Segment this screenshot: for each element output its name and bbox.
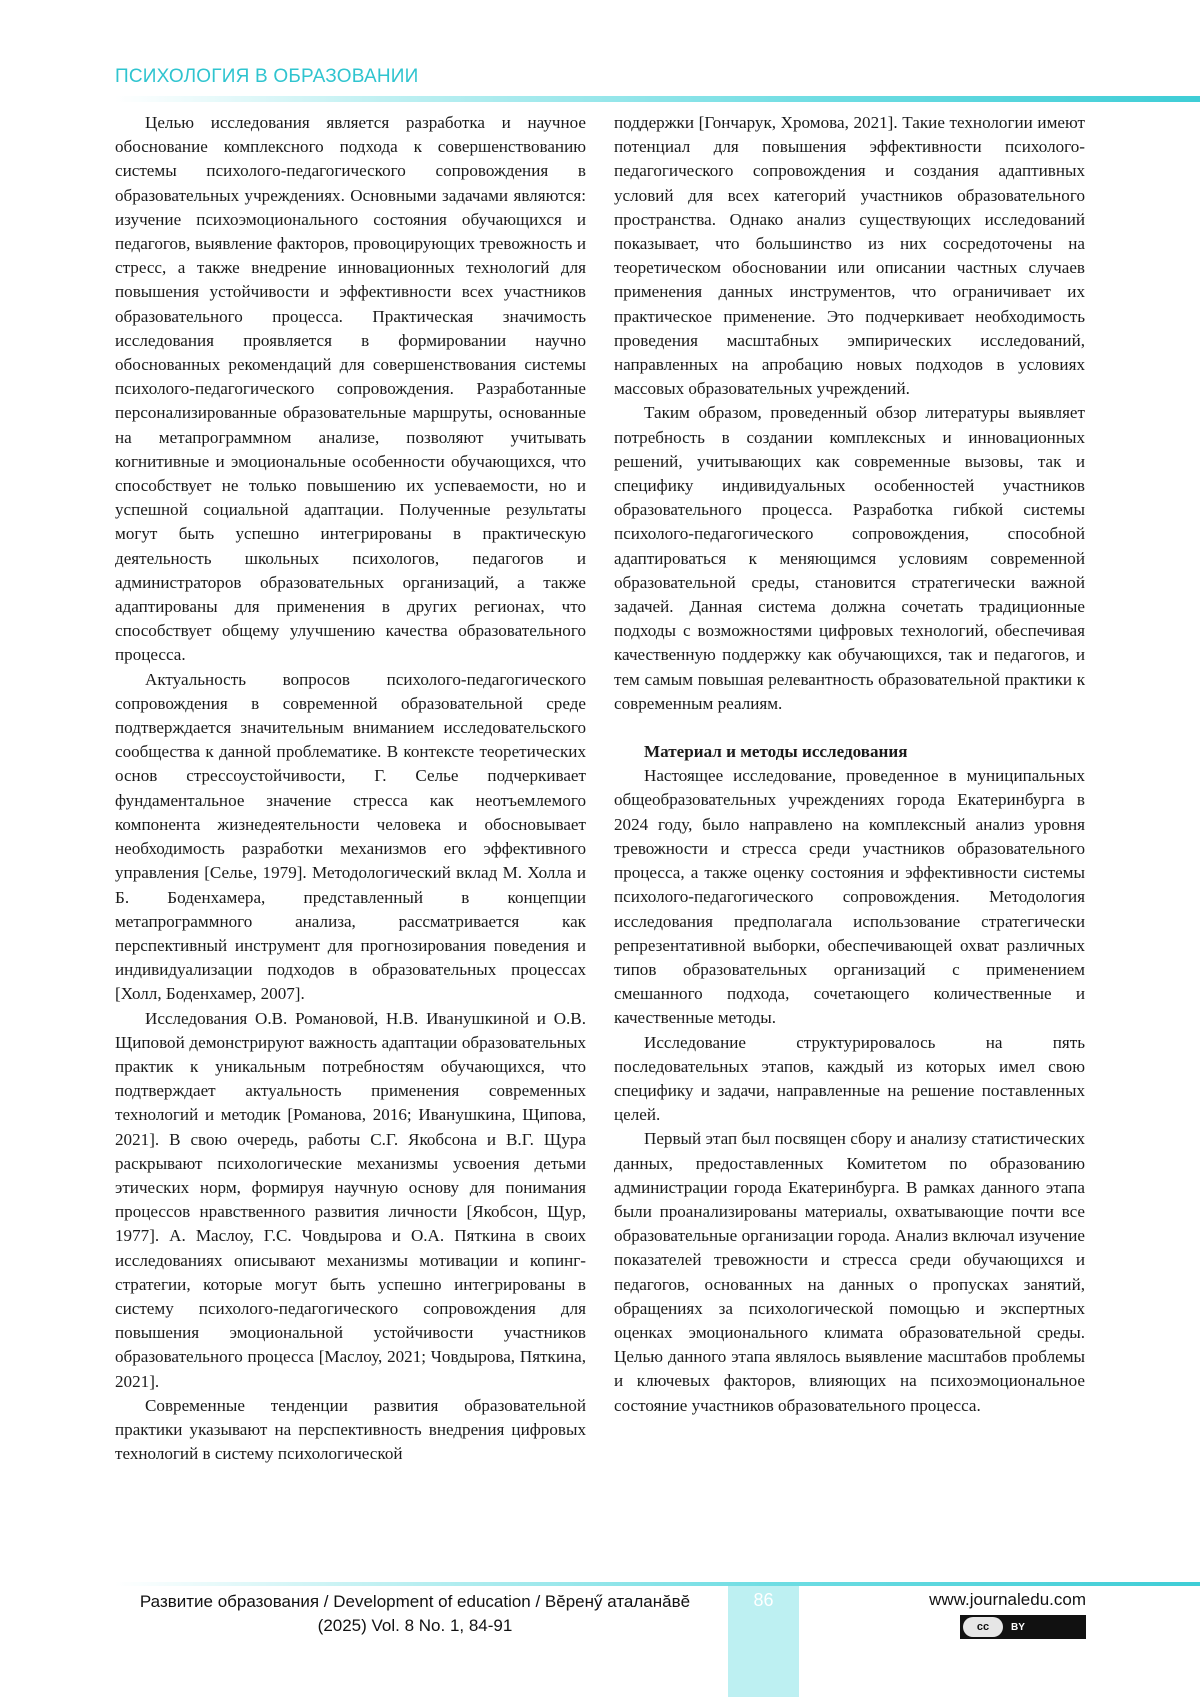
- paragraph: Исследования О.В. Романовой, Н.В. Иванушкиной и О.В. Щиповой демонстрируют важность адаптации образовательных практик к уникальным потребностям обучающихся, что подтверждает актуальность применения современных технологий и методик [Романова, 2016; Иванушкина, Щипова, 2021]. В свою очередь, работы С.Г. Якобсона и В.Г. Щура раскрывают психологические механизмы усвоения детьми этических норм, формируя научную основу для понимания процессов нравственного развития личности [Якобсон, Щур, 1977]. А. Маслоу, Г.С. Човдырова и О.А. Пяткина в своих исследованиях описывают механизмы мотивации и копинг-стратегии, которые могут быть успешно интегрированы в систему психолого-педагогического сопровождения для повышения эмоциональной устойчивости участников образовательного процесса [Маслоу, 2021; Човдырова, Пяткина, 2021].: [115, 1008, 586, 1391]
- section-heading: Материал и методы исследования: [644, 742, 908, 762]
- creative-commons-icon: cc: [963, 1617, 1003, 1637]
- right-column: [614, 111, 1085, 1418]
- section-title: ПСИХОЛОГИЯ В ОБРАЗОВАНИИ: [115, 66, 419, 87]
- journal-title: Развитие образования / Development of education / Вĕренӳ аталанăвĕ: [139, 1592, 691, 1611]
- page-number: 86: [753, 1590, 774, 1610]
- left-column: [115, 111, 586, 1466]
- paragraph: Исследование структурировалось на пять последовательных этапов, каждый из которых имел свою специфику и задачи, направленные на решение поставленных целей.: [614, 1032, 1085, 1125]
- cc-by-license-icon[interactable]: [960, 1615, 1086, 1639]
- header-divider: [115, 96, 1200, 102]
- journal-citation: [115, 1590, 715, 1638]
- footer-divider: [115, 1582, 1200, 1586]
- paragraph: поддержки [Гончарук, Хромова, 2021]. Такие технологии имеют потенциал для повышения эффективности психолого-педагогического сопровождения и создания адаптивных условий для всех категорий участников образовательного пространства. Однако анализ существующих исследований показывает, что большинство из них сосредоточены на теоретическом обосновании или описании частных случаев применения данных инструментов, что ограничивает их практическое применение. Это подчеркивает необходимость проведения масштабных эмпирических исследований, направленных на апробацию новых подходов в условиях массовых образовательных учреждений.: [614, 113, 1085, 399]
- attribution-icon: BY: [1011, 1621, 1025, 1633]
- journal-website-link[interactable]: www.journaledu.com: [929, 1590, 1086, 1609]
- paragraph: Настоящее исследование, проведенное в муниципальных общеобразовательных учреждениях города Екатеринбурга в 2024 году, было направлено на комплексный анализ уровня тревожности и стресса среди участников образовательного процесса, а также оценку состояния и эффективности системы психолого-педагогического сопровождения. Методология исследования предполагала использование стратегически репрезентативной выборки, обеспечивающей охват различных типов образовательных организаций с применением смешанного подхода, сочетающего количественные и качественные методы.: [614, 766, 1085, 1028]
- paragraph: Таким образом, проведенный обзор литературы выявляет потребность в создании комплексных и инновационных решений, учитывающих как современные вызовы, так и специфику индивидуальных особенностей участников образовательного процесса. Разработка гибкой системы психолого-педагогического сопровождения, способной адаптироваться к меняющимся условиям современной образовательной среды, становится стратегически важной задачей. Данная система должна сочетать традиционные подходы с возможностями цифровых технологий, обеспечивая качественную поддержку как обучающихся, так и педагогов, и тем самым повышая релевантность образовательной практики к современным реалиям.: [614, 403, 1085, 713]
- journal-volume: (2025) Vol. 8 No. 1, 84-91: [317, 1616, 513, 1635]
- paragraph: Актуальность вопросов психолого-педагогического сопровождения в современной образовательной среде подтверждается значительным вниманием исследовательского сообщества к данной проблематике. В контексте теоретических основ стрессоустойчивости, Г. Селье подчеркивает фундаментальное значение стресса как неотъемлемого компонента жизнедеятельности человека и обосновывает необходимость разработки механизмов его эффективного управления [Селье, 1979]. Методологический вклад М. Холла и Б. Боденхамера, представленный в концепции метапрограммного анализа, рассматривается как перспективный инструмент для прогнозирования поведения и индивидуализации подходов в образовательных процессах [Холл, Боденхамер, 2007].: [115, 669, 586, 1004]
- paragraph: Первый этап был посвящен сбору и анализу статистических данных, предоставленных Комитетом по образованию администрации города Екатеринбурга. В рамках данного этапа были проанализированы материалы, охватывающие почти все образовательные организации города. Анализ включал изучение показателей тревожности и стресса среди обучающихся и педагогов, основанных на данных о пропусках занятий, обращениях за психологической помощью и экспертных оценках эмоционального климата образовательной среды. Целью данного этапа являлось выявление масштабов проблемы и ключевых факторов, влияющих на психоэмоциональное состояние участников образовательного процесса.: [614, 1129, 1085, 1415]
- paragraph: Современные тенденции развития образовательной практики указывают на перспективность внедрения цифровых технологий в систему психологической: [115, 1395, 586, 1464]
- paragraph: Целью исследования является разработка и научное обоснование комплексного подхода к совершенствованию системы психолого-педагогического сопровождения в образовательных учреждениях. Основными задачами являются: изучение психоэмоционального состояния обучающихся и педагогов, выявление факторов, провоцирующих тревожность и стресс, а также внедрение инновационных технологий для повышения устойчивости и эффективности всех участников образовательного процесса. Практическая значимость исследования проявляется в формировании научно обоснованных рекомендаций для совершенствования системы психолого-педагогического сопровождения. Разработанные персонализированные образовательные маршруты, основанные на метапрограммном анализе, позволяют учитывать когнитивные и эмоциональные особенности обучающихся, что способствует не только повышению их успеваемости, но и успешной социальной адаптации. Полученные результаты могут быть успешно интегрированы в практическую деятельность школьных психологов, педагогов и администраторов образовательных организаций, а также адаптированы для применения в других регионах, что способствует общему улучшению качества образовательного процесса.: [115, 113, 586, 665]
